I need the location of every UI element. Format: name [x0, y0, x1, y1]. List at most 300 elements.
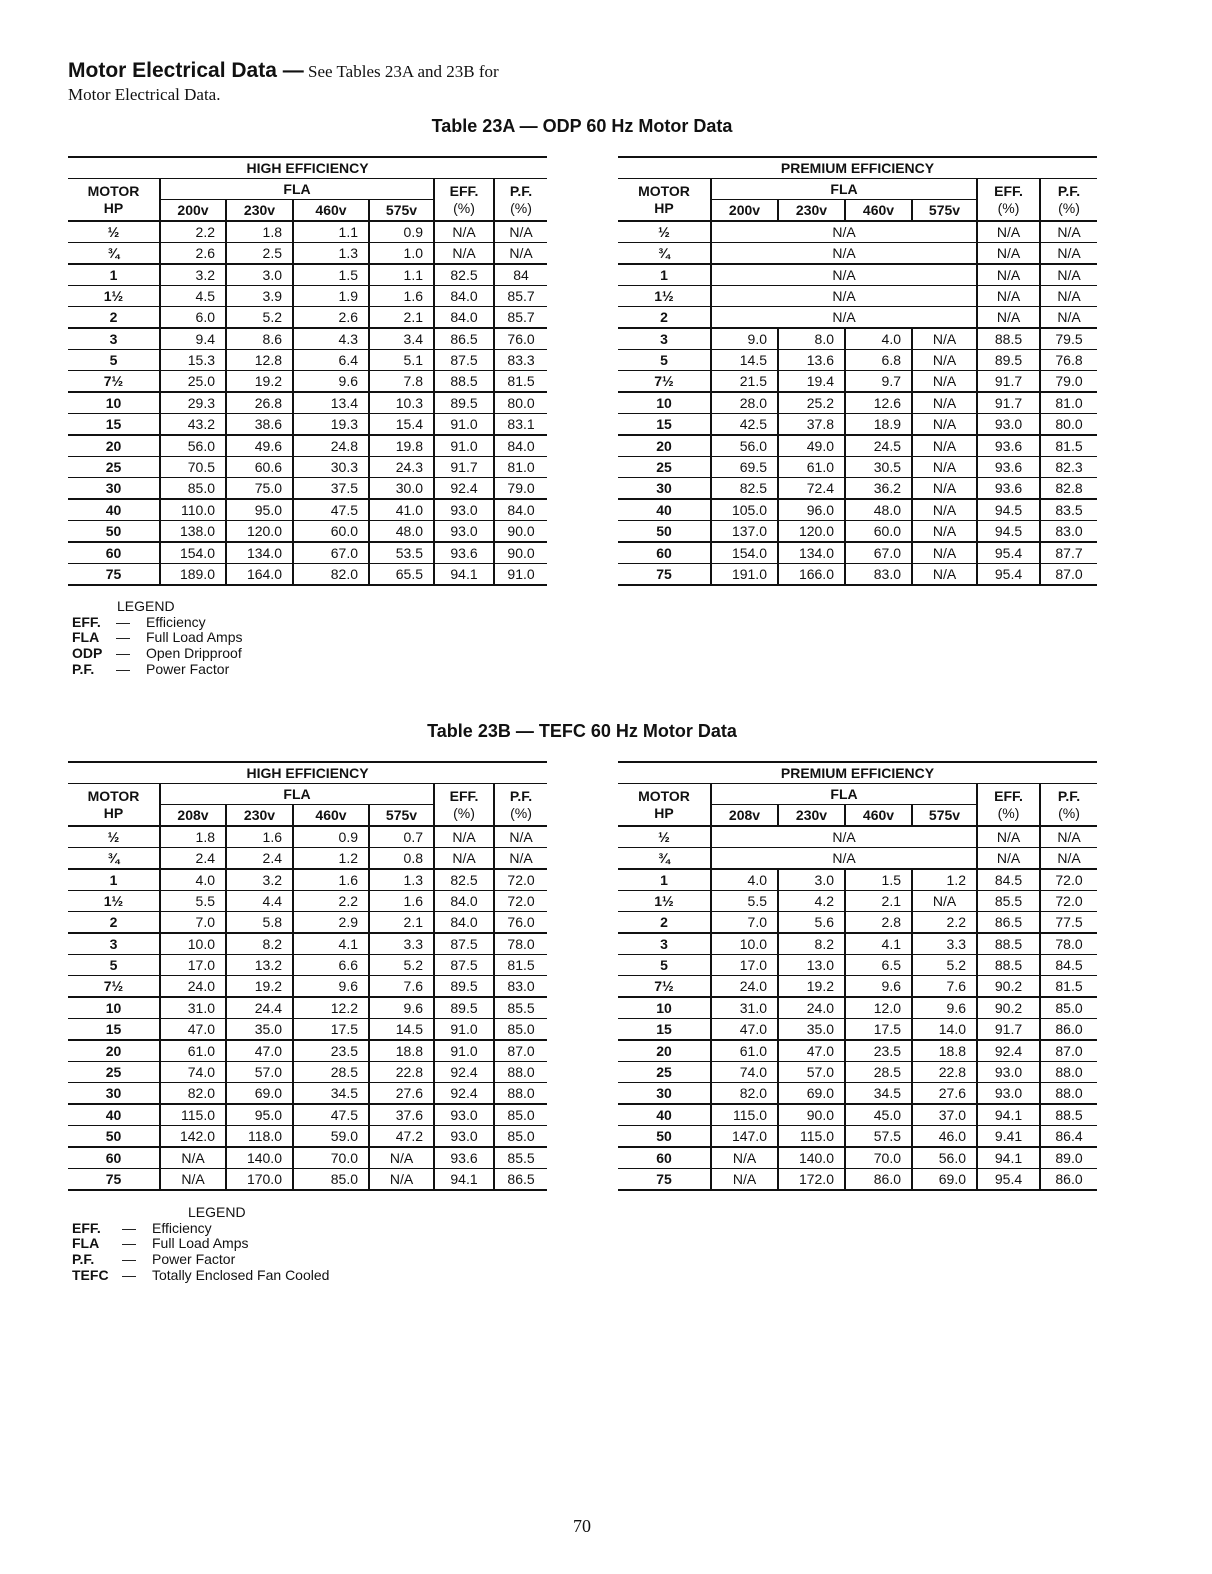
pf-cell: 85.7: [494, 286, 547, 307]
fla-cell: 28.5: [845, 1062, 912, 1083]
fla-cell: 2.6: [293, 307, 369, 329]
fla-merged-cell: N/A: [711, 243, 977, 265]
pf-cell: 85.5: [494, 997, 547, 1019]
fla-cell: 56.0: [160, 435, 226, 457]
fla-cell: 24.4: [226, 997, 293, 1019]
pf-cell: 85.0: [494, 1126, 547, 1148]
table-row: [68, 457, 547, 478]
legend-entry: [72, 615, 243, 631]
pf-header: [1040, 784, 1097, 827]
fla-cell: 47.5: [293, 1104, 369, 1126]
fla-cell: 7.8: [369, 371, 434, 393]
pf-header: [1040, 179, 1097, 222]
fla-cell: 18.8: [912, 1040, 977, 1062]
table-row: [618, 499, 1097, 521]
fla-cell: 56.0: [912, 1147, 977, 1169]
eff-cell: 93.6: [977, 478, 1040, 500]
pf-cell: 82.8: [1040, 478, 1097, 500]
fla-cell: N/A: [912, 350, 977, 371]
motor-hp-cell: 7½: [618, 371, 711, 393]
fla-cell: 1.3: [293, 243, 369, 265]
fla-cell: 17.5: [293, 1019, 369, 1041]
fla-cell: 18.8: [369, 1040, 434, 1062]
voltage-header: 230v: [778, 200, 845, 222]
motor-hp-cell: 3: [68, 933, 160, 955]
fla-cell: 7.0: [160, 912, 226, 934]
fla-cell: 4.0: [711, 869, 778, 891]
group-header-row: [68, 157, 547, 179]
table-row: [618, 328, 1097, 350]
fla-cell: N/A: [369, 1147, 434, 1169]
pf-cell: 90.0: [494, 521, 547, 543]
motor-label: MOTOR: [87, 787, 140, 804]
group-header-row: [618, 157, 1097, 179]
motor-hp-cell: 5: [68, 955, 160, 976]
eff-cell: 88.5: [434, 371, 494, 393]
fla-cell: 137.0: [711, 521, 778, 543]
pf-cell: 83.5: [1040, 499, 1097, 521]
legend-dash: —: [116, 613, 130, 630]
eff-cell: 93.0: [434, 499, 494, 521]
pf-cell: 81.5: [494, 955, 547, 976]
voltage-header: 200v: [160, 200, 226, 222]
fla-cell: 9.6: [845, 976, 912, 998]
legend-entry: [72, 1236, 329, 1252]
pf-cell: N/A: [494, 848, 547, 870]
motor-hp-cell: ½: [68, 221, 160, 243]
fla-cell: 60.0: [293, 521, 369, 543]
fla-header: FLA: [711, 179, 977, 200]
eff-cell: 91.0: [434, 1040, 494, 1062]
table-row: [618, 414, 1097, 436]
fla-cell: 0.9: [293, 826, 369, 848]
motor-hp-cell: 25: [618, 1062, 711, 1083]
fla-cell: 67.0: [293, 542, 369, 564]
fla-cell: 13.6: [778, 350, 845, 371]
pf-cell: 88.0: [494, 1062, 547, 1083]
legend-23b: [72, 1205, 329, 1284]
fla-cell: 23.5: [293, 1040, 369, 1062]
fla-cell: N/A: [711, 1169, 778, 1191]
fla-cell: 142.0: [160, 1126, 226, 1148]
fla-cell: 25.0: [160, 371, 226, 393]
fla-cell: 41.0: [369, 499, 434, 521]
eff-cell: 94.1: [977, 1147, 1040, 1169]
motor-hp-cell: 40: [618, 1104, 711, 1126]
fla-cell: 164.0: [226, 564, 293, 586]
eff-cell: 93.6: [977, 457, 1040, 478]
fla-cell: 17.0: [711, 955, 778, 976]
table-row: [618, 264, 1097, 286]
fla-cell: 82.5: [711, 478, 778, 500]
fla-cell: 13.0: [778, 955, 845, 976]
fla-cell: 1.6: [369, 891, 434, 912]
section-intro: See Tables 23A and 23B for: [303, 62, 499, 81]
fla-cell: 5.2: [912, 955, 977, 976]
eff-cell: 91.7: [977, 371, 1040, 393]
fla-cell: 48.0: [369, 521, 434, 543]
legend-definition: Efficiency: [146, 613, 206, 630]
table-row: [618, 997, 1097, 1019]
fla-cell: 0.8: [369, 848, 434, 870]
fla-cell: N/A: [912, 414, 977, 436]
fla-cell: 82.0: [711, 1083, 778, 1105]
motor-hp-cell: 30: [68, 478, 160, 500]
pf-cell: 83.0: [494, 976, 547, 998]
eff-cell: N/A: [434, 826, 494, 848]
fla-cell: 154.0: [160, 542, 226, 564]
motor-hp-header: [618, 179, 711, 222]
fla-cell: 5.1: [369, 350, 434, 371]
fla-cell: 27.6: [912, 1083, 977, 1105]
table-row: [68, 499, 547, 521]
fla-cell: 37.0: [912, 1104, 977, 1126]
pf-cell: 79.0: [494, 478, 547, 500]
fla-cell: 6.5: [845, 955, 912, 976]
fla-cell: 82.0: [160, 1083, 226, 1105]
table-row: [68, 542, 547, 564]
table-row: [68, 221, 547, 243]
fla-cell: 38.6: [226, 414, 293, 436]
fla-cell: 15.3: [160, 350, 226, 371]
eff-cell: 93.0: [434, 1126, 494, 1148]
fla-cell: 170.0: [226, 1169, 293, 1191]
pf-unit: (%): [1058, 199, 1080, 216]
fla-cell: 24.0: [711, 976, 778, 998]
eff-cell: N/A: [977, 264, 1040, 286]
motor-hp-cell: 15: [68, 414, 160, 436]
motor-hp-cell: 3: [618, 933, 711, 955]
pf-cell: N/A: [494, 221, 547, 243]
eff-cell: 86.5: [434, 328, 494, 350]
eff-unit: (%): [453, 804, 475, 821]
fla-cell: 47.0: [711, 1019, 778, 1041]
fla-cell: 45.0: [845, 1104, 912, 1126]
fla-cell: 17.5: [845, 1019, 912, 1041]
motor-hp-cell: 5: [618, 350, 711, 371]
table-row: [618, 221, 1097, 243]
voltage-header: 460v: [293, 200, 369, 222]
pf-cell: 88.0: [1040, 1083, 1097, 1105]
eff-cell: N/A: [977, 826, 1040, 848]
fla-cell: 9.6: [912, 997, 977, 1019]
fla-cell: N/A: [912, 392, 977, 414]
eff-cell: 93.0: [977, 414, 1040, 436]
fla-cell: 72.4: [778, 478, 845, 500]
legend-abbr: EFF.: [72, 613, 101, 630]
pf-unit: (%): [510, 199, 532, 216]
motor-hp-cell: 2: [68, 912, 160, 934]
fla-cell: 2.4: [160, 848, 226, 870]
motor-hp-cell: 25: [618, 457, 711, 478]
fla-cell: 69.0: [226, 1083, 293, 1105]
table-row: [68, 414, 547, 436]
fla-cell: 166.0: [778, 564, 845, 586]
motor-hp-cell: 75: [68, 1169, 160, 1191]
efficiency-group-header: HIGH EFFICIENCY: [68, 157, 547, 179]
fla-cell: 4.5: [160, 286, 226, 307]
eff-cell: 94.1: [977, 1104, 1040, 1126]
eff-header: [977, 179, 1040, 222]
fla-cell: 2.4: [226, 848, 293, 870]
pf-cell: 72.0: [494, 891, 547, 912]
fla-cell: 1.8: [226, 221, 293, 243]
motor-hp-cell: ¾: [618, 848, 711, 870]
table-row: [68, 848, 547, 870]
motor-hp-cell: 15: [618, 1019, 711, 1041]
motor-hp-cell: 1: [618, 869, 711, 891]
fla-cell: 9.6: [293, 976, 369, 998]
eff-label: EFF.: [994, 787, 1023, 804]
motor-hp-cell: 5: [618, 955, 711, 976]
fla-cell: N/A: [912, 435, 977, 457]
pf-cell: 76.0: [494, 328, 547, 350]
fla-cell: N/A: [912, 521, 977, 543]
eff-header: [977, 784, 1040, 827]
pf-label: P.F.: [1057, 787, 1081, 804]
pf-cell: 83.0: [1040, 521, 1097, 543]
pf-cell: 81.5: [1040, 435, 1097, 457]
eff-cell: 87.5: [434, 350, 494, 371]
table-row: [68, 1062, 547, 1083]
table-row: [618, 933, 1097, 955]
table-row: [68, 264, 547, 286]
pf-cell: 79.5: [1040, 328, 1097, 350]
fla-cell: 1.6: [369, 286, 434, 307]
fla-cell: 9.6: [369, 997, 434, 1019]
motor-hp-cell: 7½: [618, 976, 711, 998]
motor-hp-cell: 10: [618, 392, 711, 414]
voltage-header: 575v: [912, 805, 977, 827]
fla-cell: 26.8: [226, 392, 293, 414]
legend-definition: Power Factor: [146, 660, 230, 677]
fla-cell: 3.2: [226, 869, 293, 891]
motor-hp-cell: ¾: [618, 243, 711, 265]
pf-cell: N/A: [1040, 848, 1097, 870]
fla-cell: 5.2: [369, 955, 434, 976]
eff-cell: N/A: [434, 243, 494, 265]
legend-abbr: P.F.: [72, 660, 95, 677]
voltage-header: 230v: [226, 200, 293, 222]
motor-hp-header: [68, 179, 160, 222]
pf-cell: 87.0: [1040, 564, 1097, 586]
fla-cell: 24.5: [845, 435, 912, 457]
fla-cell: 1.5: [293, 264, 369, 286]
legend-dash: —: [122, 1266, 136, 1283]
fla-cell: 2.1: [369, 307, 434, 329]
section-intro-line2: Motor Electrical Data.: [68, 85, 221, 104]
fla-cell: N/A: [912, 457, 977, 478]
fla-cell: 3.3: [369, 933, 434, 955]
eff-cell: 87.5: [434, 933, 494, 955]
fla-cell: 9.6: [293, 371, 369, 393]
eff-cell: 84.0: [434, 912, 494, 934]
column-header-row: [618, 784, 1097, 805]
fla-cell: 6.8: [845, 350, 912, 371]
pf-cell: 89.0: [1040, 1147, 1097, 1169]
table-row: [618, 371, 1097, 393]
table-row: [68, 371, 547, 393]
fla-cell: 85.0: [160, 478, 226, 500]
eff-cell: N/A: [977, 243, 1040, 265]
fla-cell: 17.0: [160, 955, 226, 976]
fla-merged-cell: N/A: [711, 221, 977, 243]
motor-hp-cell: 2: [68, 307, 160, 329]
fla-cell: 18.9: [845, 414, 912, 436]
fla-cell: 140.0: [778, 1147, 845, 1169]
fla-cell: 47.2: [369, 1126, 434, 1148]
table-row: [68, 826, 547, 848]
fla-cell: 95.0: [226, 499, 293, 521]
eff-cell: 88.5: [977, 328, 1040, 350]
eff-cell: 84.0: [434, 286, 494, 307]
fla-cell: 19.2: [778, 976, 845, 998]
eff-label: EFF.: [994, 182, 1023, 199]
fla-cell: 0.9: [369, 221, 434, 243]
legend-abbr: FLA: [72, 629, 100, 646]
table-row: [618, 976, 1097, 998]
pf-cell: N/A: [1040, 826, 1097, 848]
fla-cell: 24.0: [160, 976, 226, 998]
fla-cell: 31.0: [160, 997, 226, 1019]
motor-hp-cell: 1½: [618, 891, 711, 912]
fla-cell: 3.0: [778, 869, 845, 891]
fla-cell: 8.0: [778, 328, 845, 350]
fla-cell: 2.1: [369, 912, 434, 934]
fla-cell: 53.5: [369, 542, 434, 564]
fla-cell: 8.2: [226, 933, 293, 955]
table-row: [68, 392, 547, 414]
fla-cell: 5.5: [711, 891, 778, 912]
fla-cell: 60.0: [845, 521, 912, 543]
eff-cell: 91.0: [434, 414, 494, 436]
pf-cell: 85.0: [494, 1104, 547, 1126]
legend-entry: [72, 1268, 329, 1284]
fla-cell: 4.3: [293, 328, 369, 350]
motor-hp-cell: 3: [618, 328, 711, 350]
pf-cell: N/A: [1040, 264, 1097, 286]
voltage-header: 200v: [711, 200, 778, 222]
fla-cell: 5.2: [226, 307, 293, 329]
legend-abbr: EFF.: [72, 1219, 101, 1236]
fla-cell: 19.2: [226, 976, 293, 998]
motor-hp-cell: 25: [68, 1062, 160, 1083]
table-row: [618, 1147, 1097, 1169]
legend-entry: [72, 1221, 329, 1237]
fla-cell: 61.0: [778, 457, 845, 478]
fla-cell: 1.0: [369, 243, 434, 265]
fla-cell: 12.8: [226, 350, 293, 371]
motor-hp-cell: 10: [68, 392, 160, 414]
fla-cell: 22.8: [369, 1062, 434, 1083]
fla-merged-cell: N/A: [711, 286, 977, 307]
pf-cell: N/A: [1040, 243, 1097, 265]
fla-cell: 60.6: [226, 457, 293, 478]
pf-cell: 78.0: [494, 933, 547, 955]
fla-cell: 96.0: [778, 499, 845, 521]
eff-cell: 92.4: [977, 1040, 1040, 1062]
fla-cell: 6.4: [293, 350, 369, 371]
fla-cell: 24.3: [369, 457, 434, 478]
legend-abbr: ODP: [72, 645, 103, 662]
pf-cell: 76.0: [494, 912, 547, 934]
pf-cell: 80.0: [1040, 414, 1097, 436]
high-efficiency-table: [68, 761, 547, 1191]
voltage-header: 460v: [293, 805, 369, 827]
eff-unit: (%): [453, 199, 475, 216]
group-header-row: [68, 762, 547, 784]
eff-cell: 89.5: [434, 392, 494, 414]
fla-cell: 3.4: [369, 328, 434, 350]
eff-cell: 95.4: [977, 564, 1040, 586]
table-row: [68, 912, 547, 934]
fla-cell: 6.0: [160, 307, 226, 329]
pf-cell: 81.5: [494, 371, 547, 393]
fla-cell: 5.6: [778, 912, 845, 934]
pf-header: [494, 784, 547, 827]
pf-cell: N/A: [1040, 307, 1097, 329]
fla-cell: 6.6: [293, 955, 369, 976]
motor-label: MOTOR: [87, 182, 140, 199]
fla-cell: 42.5: [711, 414, 778, 436]
fla-cell: 13.4: [293, 392, 369, 414]
fla-cell: 28.5: [293, 1062, 369, 1083]
fla-cell: 34.5: [293, 1083, 369, 1105]
eff-cell: 91.7: [977, 392, 1040, 414]
fla-cell: 48.0: [845, 499, 912, 521]
table-row: [618, 350, 1097, 371]
pf-cell: 81.0: [494, 457, 547, 478]
fla-cell: 1.6: [293, 869, 369, 891]
eff-cell: N/A: [977, 848, 1040, 870]
fla-cell: 75.0: [226, 478, 293, 500]
motor-hp-cell: 50: [68, 1126, 160, 1148]
fla-cell: 172.0: [778, 1169, 845, 1191]
fla-cell: 35.0: [778, 1019, 845, 1041]
fla-cell: 2.2: [293, 891, 369, 912]
pf-unit: (%): [1058, 804, 1080, 821]
fla-cell: 9.0: [711, 328, 778, 350]
eff-cell: 9.41: [977, 1126, 1040, 1148]
fla-cell: 105.0: [711, 499, 778, 521]
fla-cell: 120.0: [778, 521, 845, 543]
motor-hp-cell: 20: [68, 1040, 160, 1062]
legend-definition: Open Dripproof: [146, 645, 242, 662]
efficiency-group-header: PREMIUM EFFICIENCY: [618, 762, 1097, 784]
fla-cell: 37.8: [778, 414, 845, 436]
fla-cell: 3.0: [226, 264, 293, 286]
fla-cell: 83.0: [845, 564, 912, 586]
fla-cell: 10.0: [711, 933, 778, 955]
eff-cell: 88.5: [977, 955, 1040, 976]
fla-cell: 30.0: [369, 478, 434, 500]
eff-unit: (%): [997, 199, 1020, 216]
table-23b-title: Table 23B — TEFC 60 Hz Motor Data: [427, 721, 737, 741]
fla-cell: 115.0: [160, 1104, 226, 1126]
voltage-header: 575v: [369, 200, 434, 222]
pf-cell: 81.5: [1040, 976, 1097, 998]
fla-cell: 115.0: [778, 1126, 845, 1148]
motor-hp-cell: 2: [618, 912, 711, 934]
fla-cell: 4.1: [293, 933, 369, 955]
eff-label: EFF.: [449, 787, 479, 804]
fla-cell: 61.0: [160, 1040, 226, 1062]
fla-cell: 24.8: [293, 435, 369, 457]
eff-cell: 84.5: [977, 869, 1040, 891]
voltage-header: 460v: [845, 805, 912, 827]
pf-cell: 80.0: [494, 392, 547, 414]
pf-cell: 87.0: [494, 1040, 547, 1062]
